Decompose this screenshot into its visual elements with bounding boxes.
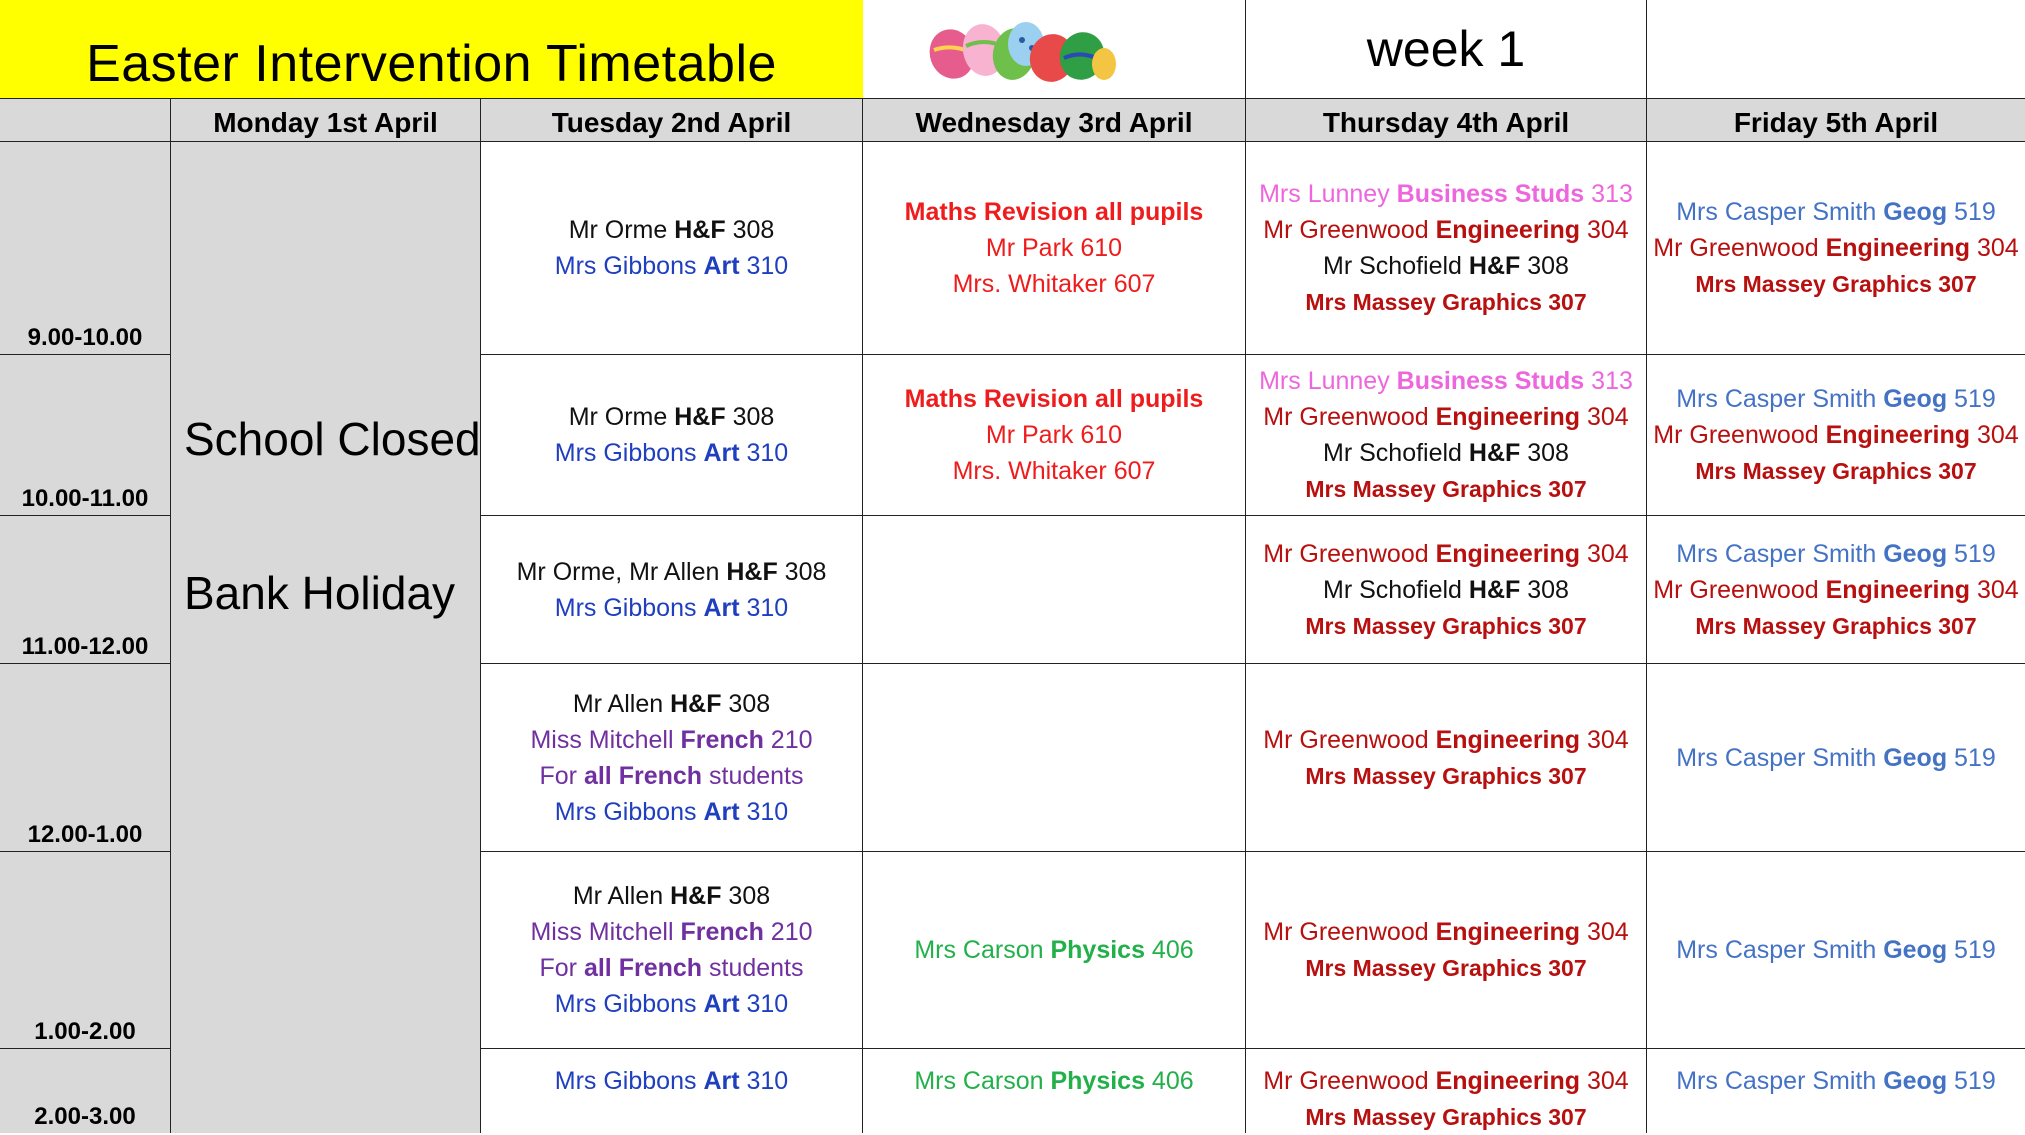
session-cell-thu <box>1246 355 1647 516</box>
session-line: Mrs Carson Physics 406 <box>914 1067 1194 1095</box>
session-line: Mrs Gibbons Art 310 <box>554 439 789 467</box>
session-line: Mrs Massey Graphics 307 <box>1305 289 1587 315</box>
session-line: Mrs Massey Graphics 307 <box>1695 612 1977 639</box>
bank-holiday-label: Bank Holiday <box>184 567 456 619</box>
session-line: Mrs Massey Graphics 307 <box>1305 476 1587 502</box>
monday-column <box>171 142 481 1133</box>
session-line: Mrs Casper Smith Geog 519 <box>1676 198 1996 226</box>
session-line: Mrs Casper Smith Geog 519 <box>1676 385 1996 413</box>
title-cell <box>0 0 863 98</box>
session-line: Mrs. Whitaker 607 <box>952 270 1156 298</box>
week-cell <box>1246 0 1647 98</box>
session-line: Mr Park 610 <box>985 234 1123 262</box>
school-closed-label: School Closed <box>184 413 481 465</box>
session-cell-fri <box>1647 664 2025 852</box>
session-line: Mr Greenwood Engineering 304 <box>1653 234 2019 262</box>
session-line: Mrs Massey Graphics 307 <box>1305 612 1587 639</box>
week-label: week 1 <box>1366 21 1526 77</box>
session-line: Mr Allen H&F 308 <box>572 689 771 718</box>
session-cell-wed <box>863 1049 1246 1133</box>
session-line: Mrs Gibbons Art 310 <box>554 593 789 622</box>
session-cell-wed <box>863 852 1246 1049</box>
session-line: Maths Revision all pupils <box>904 198 1204 226</box>
session-line: Mr Orme, Mr Allen H&F 308 <box>516 557 827 586</box>
header-wednesday <box>863 98 1246 142</box>
session-cell-thu <box>1246 516 1647 664</box>
session-line: Mrs Gibbons Art 310 <box>554 797 789 826</box>
session-cell-tue <box>481 852 863 1049</box>
easter-eggs-icon <box>922 14 1118 84</box>
session-line: Mr Schofield H&F 308 <box>1323 439 1569 467</box>
header-blank <box>0 98 171 142</box>
session-cell-thu <box>1246 852 1647 1049</box>
session-line: Mrs Lunney Business Studs 313 <box>1259 367 1633 395</box>
session-line: Mrs Gibbons Art 310 <box>554 252 789 280</box>
session-line: Mr Greenwood Engineering 304 <box>1263 539 1629 568</box>
session-line: For all French students <box>539 954 804 982</box>
day-label: Monday 1st April <box>213 107 438 138</box>
session-line: Mrs Lunney Business Studs 313 <box>1259 180 1633 208</box>
session-line: Mrs Massey Graphics 307 <box>1695 271 1977 297</box>
session-cell-wed <box>863 355 1246 516</box>
session-line: Mrs Casper Smith Geog 519 <box>1676 1067 1996 1095</box>
session-line: Miss Mitchell French 210 <box>530 725 813 754</box>
session-line: Mr Schofield H&F 308 <box>1323 575 1569 604</box>
session-line: Mr Orme H&F 308 <box>568 403 775 431</box>
session-line: Mr Greenwood Engineering 304 <box>1653 421 2019 449</box>
session-line: Mrs Massey Graphics 307 <box>1695 458 1977 484</box>
header-monday <box>171 98 481 142</box>
header-friday <box>1647 98 2025 142</box>
session-cell-tue <box>481 142 863 355</box>
day-label: Tuesday 2nd April <box>551 107 792 138</box>
session-cell-tue <box>481 664 863 852</box>
session-cell-fri <box>1647 355 2025 516</box>
time-slot: 1.00-2.00 <box>0 852 171 1049</box>
time-slot: 9.00-10.00 <box>0 142 171 355</box>
session-line: Mr Greenwood Engineering 304 <box>1263 1067 1629 1095</box>
session-line: Mrs Massey Graphics 307 <box>1305 762 1587 789</box>
session-line: Mrs Massey Graphics 307 <box>1305 1104 1587 1130</box>
session-cell-thu <box>1246 142 1647 355</box>
session-cell-fri <box>1647 142 2025 355</box>
session-cell-wed <box>863 664 1246 852</box>
session-line: Mr Greenwood Engineering 304 <box>1263 216 1629 244</box>
session-line: Miss Mitchell French 210 <box>530 918 813 946</box>
page-title: Easter Intervention Timetable <box>86 35 777 93</box>
time-slot: 2.00-3.00 <box>0 1049 171 1133</box>
session-line: For all French students <box>539 761 804 790</box>
session-line: Mrs Gibbons Art 310 <box>554 990 789 1018</box>
time-slot: 10.00-11.00 <box>0 355 171 516</box>
session-cell-fri <box>1647 1049 2025 1133</box>
session-cell-tue <box>481 1049 863 1133</box>
session-line: Mr Schofield H&F 308 <box>1323 252 1569 280</box>
session-cell-thu <box>1246 1049 1647 1133</box>
session-line: Mr Greenwood Engineering 304 <box>1653 575 2019 604</box>
session-line: Mrs Massey Graphics 307 <box>1305 955 1587 981</box>
header-thursday <box>1246 98 1647 142</box>
time-slot: 11.00-12.00 <box>0 516 171 664</box>
day-label: Friday 5th April <box>1733 107 1939 138</box>
session-line: Mrs Gibbons Art 310 <box>554 1067 789 1095</box>
day-label: Thursday 4th April <box>1322 107 1570 138</box>
session-line: Mr Greenwood Engineering 304 <box>1263 725 1629 754</box>
session-cell-fri <box>1647 516 2025 664</box>
day-label: Wednesday 3rd April <box>915 107 1193 138</box>
session-cell-fri <box>1647 852 2025 1049</box>
session-cell-wed <box>863 516 1246 664</box>
session-line: Mrs. Whitaker 607 <box>952 457 1156 485</box>
session-line: Mr Park 610 <box>985 421 1123 449</box>
session-line: Mr Orme H&F 308 <box>568 216 775 244</box>
top-right-cell <box>1647 0 2025 98</box>
session-line: Mrs Casper Smith Geog 519 <box>1676 936 1996 964</box>
time-slot: 12.00-1.00 <box>0 664 171 852</box>
session-line: Mrs Carson Physics 406 <box>914 936 1194 964</box>
session-line: Mrs Casper Smith Geog 519 <box>1676 743 1996 772</box>
session-line: Maths Revision all pupils <box>904 385 1204 413</box>
session-line: Mr Greenwood Engineering 304 <box>1263 403 1629 431</box>
session-cell-tue <box>481 355 863 516</box>
session-line: Mr Allen H&F 308 <box>572 882 771 910</box>
session-cell-tue <box>481 516 863 664</box>
session-cell-wed <box>863 142 1246 355</box>
session-line: Mrs Casper Smith Geog 519 <box>1676 539 1996 568</box>
header-tuesday <box>481 98 863 142</box>
session-line: Mr Greenwood Engineering 304 <box>1263 918 1629 946</box>
session-cell-thu <box>1246 664 1647 852</box>
